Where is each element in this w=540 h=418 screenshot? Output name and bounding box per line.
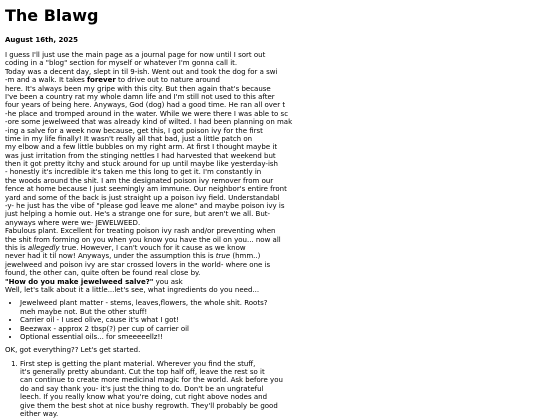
post-middle-line: -y- he just has the vibe of "please god leave me alone" and maybe poison ivy is [5, 202, 285, 211]
step-line: leech. If you really know what you're doing, cut right above nodes and [20, 393, 268, 402]
forever-after-text: to drive out to nature around [115, 76, 220, 85]
post-middle [5, 85, 535, 244]
step-line: do and say thank you- it's just the thing to do. Don't be an ungrateful [20, 384, 264, 393]
post-middle-line: just helping a homie out. He's a strange one for sure, but aren't we all. But- [5, 210, 271, 219]
question-after-text: you ask [153, 277, 183, 286]
true-after-text: (hmm..) [230, 252, 261, 261]
post-line-forever [5, 76, 535, 84]
post-middle-line: the shit from forming on you when you know you have the oil on you... now all [5, 235, 281, 244]
post-middle-line: fence at home because I just seemingly am immune. Our neighbor's entire front [5, 185, 287, 194]
ingredient-item: • Beezwax - approx 2 tbsp(?) per cup of carrier oil [20, 325, 535, 333]
post-middle-line: - honestly it's incredible it's taken me this long to get it. I'm constantly in [5, 168, 262, 177]
step-line: it's generally pretty abundant. Cut the top half off, leave the rest so it [20, 368, 265, 377]
ingredient-item: • Optional essential oils... for smeeeeellz!! [20, 333, 535, 341]
post-lead-in: Well, let's talk about it a little...let's see, what ingredients do you need... [5, 285, 260, 294]
post-middle-line: time in my life finally! It wasn't really all that bad, just a little patch on [5, 134, 253, 143]
post-body [5, 51, 535, 418]
post-ready-line: OK, got everything?? Let's get started. [5, 346, 141, 355]
step-item [20, 360, 535, 418]
post-intro-line: coding in a "blog" section for myself or whatever I'm gonna call it. [5, 59, 238, 68]
post-middle-line: -ing a salve for a week now because, get this, I got poison ivy for the first [5, 126, 263, 135]
ingredient-item: • Jewelweed plant matter - stems, leaves,flowers, the whole shit. Roots? [20, 299, 535, 307]
ingredient-list [5, 299, 535, 341]
post-middle-line: my elbow and a few little bubbles on my right arm. At first I thought maybe it [5, 143, 278, 152]
emphasis-forever: forever [87, 76, 116, 85]
intro-last-fragment: -m and a walk. It takes [5, 76, 87, 85]
post-end-line: jewelweed and poison ivy are star crossed lovers in the world- where one is [5, 260, 271, 269]
post-date: August 16th, 2025 [5, 36, 78, 44]
post-middle-line: then it got pretty itchy and stuck around for up until maybe like yesterday-ish [5, 160, 278, 169]
post-intro-line: Today was a decent day, slept in til 9-ish. Went out and took the dog for a swi [5, 67, 278, 76]
post-intro [5, 51, 535, 76]
true-before-text: never had it til now! Anyways, under the assumption this is [5, 252, 216, 261]
post-question: "How do you make jewelweed salve?" [5, 277, 154, 286]
post-middle-line: anyways where were we- JEWELWEED. [5, 218, 141, 227]
post-middle-line: was just irritation from the stinging nettles I had harvested that weekend but [5, 151, 276, 160]
post-middle-line: Fabulous plant. Excellent for treating poison ivy rash and/or preventing when [5, 227, 276, 236]
post-line-true [5, 252, 535, 260]
allegedly-after-text: true. However, I can't vouch for it cause as we know [59, 243, 246, 252]
ingredient-item: • Carrier oil - I used olive, cause it's what I got! [20, 316, 535, 324]
step-line: either way. [20, 410, 59, 418]
post-middle-line: -ore some jewelweed that was already kind of wilted. I had been planning on mak [5, 118, 293, 127]
post-middle-line: yard and some of the back is just straight up a poison ivy field. Understandabl [5, 193, 280, 202]
allegedly-before-text: this is [5, 243, 28, 252]
post-middle-line: four years of being here. Anyways, God (dog) had a good time. He ran all over t [5, 101, 286, 110]
post-line-allegedly [5, 244, 535, 252]
page-title: The Blawg [5, 6, 99, 25]
steps-list [5, 360, 535, 418]
post-middle-line: I've been a country rat my whole damn life and I'm still not used to this after [5, 92, 275, 101]
ingredient-item: meh maybe not. But the other stuff! [20, 307, 148, 316]
post-middle-line: the woods around the shit. I am the designated poison ivy remover from our [5, 176, 274, 185]
post-question-line [5, 278, 535, 286]
post-middle-line: here. It's always been my gripe with this city. But then again that's because [5, 84, 271, 93]
step-line: give them the best shot at nice bushy regrowth. They'll probably be good [20, 401, 278, 410]
post-end [5, 261, 535, 278]
post-end-line: found, the other can, quite often be found real close by. [5, 269, 201, 278]
emphasis-allegedly: allegedly [27, 243, 60, 252]
step-line: 1. First step is getting the plant material. Wherever you find the stuff, [20, 359, 256, 368]
emphasis-true: true [215, 252, 231, 261]
post-intro-line: I guess I'll just use the main page as a journal page for now until I sort out [5, 51, 266, 59]
step-line: can continue to create more medicinal magic for the world. Ask before you [20, 376, 283, 385]
post-middle-line: -he place and tromped around in the water. While we were there I was able to sc [5, 109, 289, 118]
